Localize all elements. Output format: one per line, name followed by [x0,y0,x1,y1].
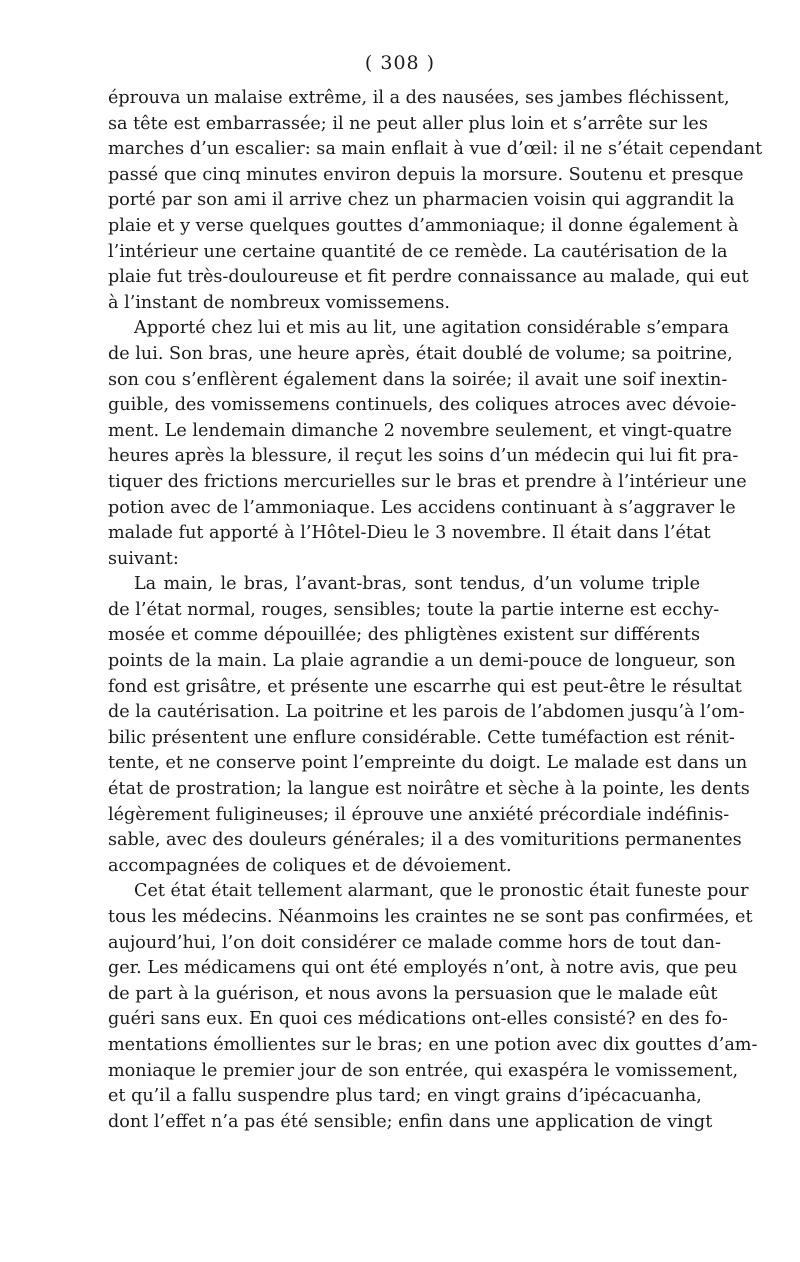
text-line: et qu’il a fallu suspendre plus tard; en vingt grains d’ipécacuanha, [108,1086,702,1107]
paragraph [108,86,763,316]
text-line: potion avec de l’ammoniaque. Les accidens continuant à s’aggraver le [108,497,736,518]
text-line: mosée et comme dépouillée; des phligtènes existent sur différents [108,625,700,646]
text-line: moniaque le premier jour de son entrée, qui exaspéra le vomissement, [108,1060,739,1081]
text-line: Cet état était tellement alarmant, que le pronostic était funeste pour [134,881,749,902]
text-line: plaie et y verse quelques gouttes d’ammoniaque; il donne également à [108,215,739,236]
text-line: porté par son ami il arrive chez un pharmacien voisin qui aggrandit la [108,190,735,211]
text-line: points de la main. La plaie agrandie a un demi-pouce de longueur, son [108,651,736,672]
paragraph [108,572,750,879]
text-line: La main, le bras, l’avant-bras, sont tendus, d’un volume triple [134,574,700,595]
text-line: sable, avec des douleurs générales; il a des vomituritions permanentes [108,830,742,851]
text-line: de lui. Son bras, une heure après, était doublé de volume; sa poitrine, [108,343,733,364]
text-line: de part à la guérison, et nous avons la persuasion que le malade eût [108,983,718,1004]
text-line: accompagnées de coliques et de dévoiement. [108,855,512,876]
text-line: à l’instant de nombreux vomissemens. [108,292,451,313]
page-number: ( 308 ) [364,52,436,74]
text-line: guéri sans eux. En quoi ces médications ont-elles consisté? en des fo- [108,1009,728,1030]
text-line: suivant: [108,548,179,569]
text-line: fond est grisâtre, et présente une escarrhe qui est peut-être le résultat [108,676,742,697]
text-line: malade fut apporté à l’Hôtel-Dieu le 3 novembre. Il était dans l’état [108,523,711,544]
text-line: de l’état normal, rouges, sensibles; toute la partie interne est ecchy- [108,599,720,620]
text-line: passé que cinq minutes environ depuis la morsure. Soutenu et presque [108,164,744,185]
text-line: de la cautérisation. La poitrine et les parois de l’abdomen jusqu’à l’om- [108,702,745,723]
text-line: plaie fut très-douloureuse et fit perdre connaissance au malade, qui eut [108,267,749,288]
text-line: état de prostration; la langue est noirâtre et sèche à la pointe, les dents [108,779,750,800]
text-line: tiquer des frictions mercurielles sur le bras et prendre à l’intérieur une [108,471,747,492]
paragraph [108,879,758,1135]
text-line: mentations émollientes sur le bras; en une potion avec dix gouttes d’am- [108,1034,758,1055]
text-line: tous les médecins. Néanmoins les craintes ne se sont pas confirmées, et [108,907,753,927]
text-line: ment. Le lendemain dimanche 2 novembre seulement, et vingt-quatre [108,420,732,441]
text-line: ger. Les médicamens qui ont été employés n’ont, à notre avis, que peu [108,958,738,979]
body-text [108,86,763,1135]
paragraph [108,316,747,572]
text-line: tente, et ne conserve point l’empreinte du doigt. Le malade est dans un [108,753,748,774]
text-line: dont l’effet n’a pas été sensible; enfin dans une application de vingt [108,1111,713,1132]
text-line: éprouva un malaise extrême, il a des nausées, ses jambes fléchissent, [108,88,730,108]
text-line: légèrement fuligineuses; il éprouve une anxiété précordiale indéfinis- [108,804,730,825]
text-line: l’intérieur une certaine quantité de ce remède. La cautérisation de la [108,241,728,262]
text-line: guible, des vomissemens continuels, des coliques atroces avec dévoie- [108,395,737,416]
text-line: aujourd’hui, l’on doit considérer ce malade comme hors de tout dan- [108,932,721,953]
text-line: Apporté chez lui et mis au lit, une agitation considérable s’empara [134,318,729,339]
text-line: son cou s’enflèrent également dans la soirée; il avait une soif inextin- [108,369,728,390]
text-line: heures après la blessure, il reçut les soins d’un médecin qui lui fit pra- [108,446,739,467]
text-line: marches d’un escalier: sa main enflait à vue d’œil: il ne s’était cependant [108,139,763,160]
text-line: bilic présentent une enflure considérable. Cette tuméfaction est rénit- [108,727,735,748]
text-line: sa tête est embarrassée; il ne peut aller plus loin et s’arrête sur les [108,113,708,134]
